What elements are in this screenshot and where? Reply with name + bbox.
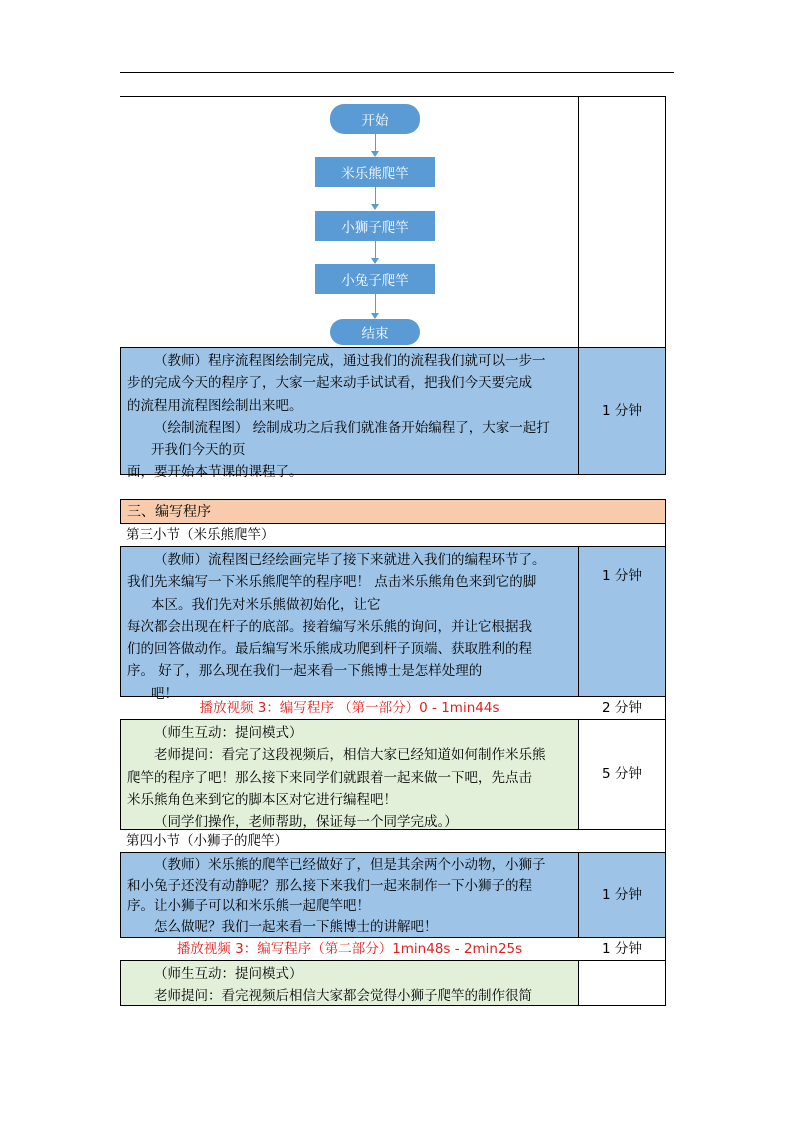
lesson-time-cell (579, 829, 666, 852)
text-line: （师生互动：提问模式） (154, 725, 303, 741)
lesson-title-row (120, 829, 666, 852)
teacher-text-cell (120, 852, 579, 937)
text-line: （师生互动：提问模式） (154, 966, 303, 982)
flow-start-node: 开始 (330, 104, 420, 134)
page-header-rule (120, 72, 674, 73)
text-line: （教师）程序流程图绘制完成，通过我们的流程我们就可以一步一 (154, 353, 546, 369)
text-line: 老师提问：看完视频后相信大家都会觉得小狮子爬竿的制作很简 (154, 988, 532, 1005)
flow-end-node: 结束 (330, 319, 420, 345)
time-cell: 1 分钟 (579, 937, 666, 960)
lesson-plan-table (120, 96, 666, 1006)
flow-connector (375, 241, 376, 258)
text-line: （教师）流程图已经绘画完毕了接下来就进入我们的编程环节了。 (154, 552, 546, 568)
flow-node-lion: 小狮子爬竿 (315, 211, 435, 241)
section-title: 三、编写程序 (120, 499, 666, 523)
time-cell: 5 分钟 (579, 719, 666, 829)
text-line: 序。让小狮子可以和米乐熊一起爬竿吧！ (127, 898, 370, 914)
lesson-title: 第四小节（小狮子的爬竿） (120, 829, 579, 852)
flowchart-time-cell (579, 96, 666, 347)
flow-node-bear: 米乐熊爬竿 (315, 157, 435, 187)
text-line: 开我们今天的页 (151, 442, 246, 459)
text-line: 我们先来编写一下米乐熊爬竿的程序吧！ 点击米乐熊角色来到它的脚 (127, 574, 537, 591)
section-header-row (120, 499, 666, 523)
flow-connector (375, 294, 376, 313)
flow-connector (375, 134, 376, 151)
flowchart-row (120, 96, 666, 347)
interaction-row-lion (120, 960, 666, 1006)
teacher-row-flowchart-done (120, 347, 666, 481)
time-label: 1 分钟 (602, 568, 642, 584)
lesson-title-row (120, 523, 666, 546)
text-line: （教师）米乐熊的爬竿已经做好了，但是其余两个小动物，小狮子 (154, 857, 546, 873)
time-cell: 2 分钟 (579, 696, 666, 719)
text-line: （同学们操作，老师帮助，保证每一个同学完成。） (154, 814, 458, 831)
text-line: 米乐熊角色来到它的脚本区对它进行编程吧！ (127, 791, 397, 808)
text-line: 老师提问：看完了这段视频后，相信大家已经知道如何制作米乐熊 (154, 747, 546, 764)
teacher-text-cell (120, 347, 579, 481)
text-line: 序。 好了，那么现在我们一起来看一下熊博士是怎样处理的 (127, 663, 483, 680)
teacher-row-bear (120, 546, 666, 702)
text-line: 步的完成今天的程序了，大家一起来动手试试看，把我们今天要完成 (127, 375, 532, 392)
time-cell (579, 546, 666, 696)
text-line: 和小兔子还没有动静呢？那么接下来我们一起来制作一下小狮子的程 (127, 877, 532, 894)
text-line: 怎么做呢？我们一起来看一下熊博士的讲解吧！ (154, 918, 438, 935)
time-cell (579, 960, 666, 1006)
video-row-part2 (120, 937, 666, 960)
video-row-part1 (120, 696, 666, 719)
interaction-text-cell (120, 960, 579, 1006)
interaction-row-bear (120, 719, 666, 829)
text-line: 吧！ (151, 685, 178, 702)
text-line: 面，要开始本节课的课程了。 (127, 464, 303, 481)
interaction-text-cell (120, 719, 579, 829)
teacher-text-cell (120, 546, 579, 702)
text-line: （绘制流程图） 绘制成功之后我们就准备开始编程了，大家一起打 (154, 419, 550, 436)
lesson-time-cell (579, 523, 666, 546)
flow-arrow-icon (371, 204, 379, 210)
video-label: 播放视频 3：编写程序 （第一部分）0 - 1min44s (120, 696, 579, 719)
time-cell: 1 分钟 (579, 347, 666, 475)
flow-connector (375, 187, 376, 204)
text-line: 每次都会出现在杆子的底部。接着编写米乐熊的询问，并让它根据我 (127, 618, 532, 635)
flow-node-rabbit: 小兔子爬竿 (315, 264, 435, 294)
text-line: 们的回答做动作。最后编写米乐熊成功爬到杆子顶端、获取胜利的程 (127, 641, 532, 658)
text-line: 爬竿的程序了吧！那么接下来同学们就跟着一起来做一下吧，先点击 (127, 769, 532, 786)
teacher-row-lion (120, 852, 666, 937)
text-line: 的流程用流程图绘制出来吧。 (127, 397, 303, 414)
text-line: 本区。我们先对米乐熊做初始化，让它 (151, 596, 381, 613)
video-label: 播放视频 3：编写程序（第二部分）1min48s - 2min25s (120, 937, 579, 960)
time-cell: 1 分钟 (579, 852, 666, 937)
lesson-title: 第三小节（米乐熊爬竿） (120, 523, 579, 546)
